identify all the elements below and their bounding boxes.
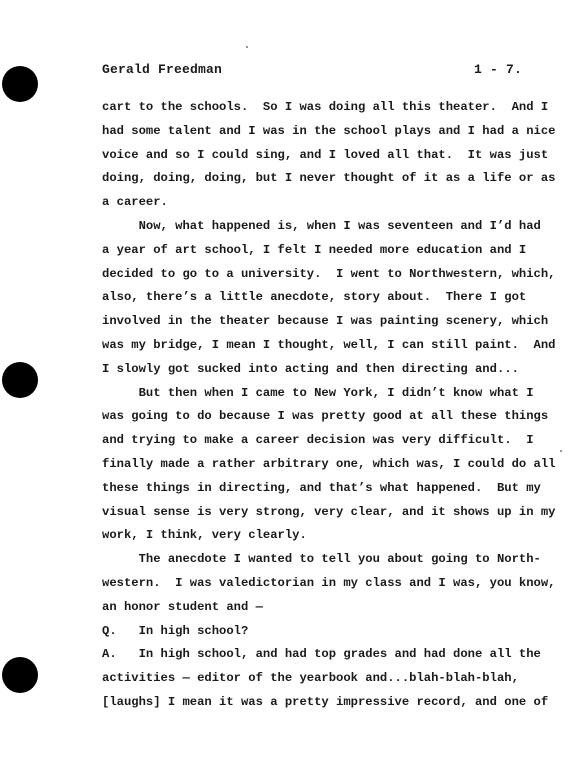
header-name: Gerald Freedman — [102, 62, 223, 77]
transcript-line: also, there’s a little anecdote, story about. There I got — [102, 290, 527, 305]
binder-hole-bottom — [2, 657, 38, 693]
transcript-line: a year of art school, I felt I needed more education and I — [102, 242, 527, 257]
transcript-line: voice and so I could sing, and I loved all that. It was just — [102, 147, 549, 162]
transcript-line: A. In high school, and had top grades and had done all the — [102, 647, 541, 662]
scan-speck — [246, 46, 248, 48]
transcript-line: work, I think, very clearly. — [102, 528, 307, 543]
transcript-line: finally made a rather arbitrary one, which was, I could do all — [102, 456, 556, 471]
header-page-number: 1 - 7. — [473, 62, 522, 77]
transcript-line: a career. — [102, 195, 168, 210]
transcript-line: The anecdote I wanted to tell you about going to North- — [102, 552, 541, 567]
transcript-line: I slowly got sucked into acting and then directing and... — [102, 361, 519, 376]
transcript-line: these things in directing, and that’s what happened. But my — [102, 480, 541, 495]
transcript-line: was my bridge, I mean I thought, well, I can still paint. And — [102, 337, 556, 352]
scan-speck — [560, 450, 562, 452]
page-header — [102, 62, 522, 82]
transcript-line: had some talent and I was in the school plays and I had a nice — [102, 123, 556, 138]
transcript-line: [laughs] I mean it was a pretty impressive record, and one of — [102, 694, 549, 709]
transcript-line: an honor student and — — [102, 599, 263, 614]
transcript-line: was going to do because I was pretty good at all these things — [102, 409, 549, 424]
transcript-line: Now, what happened is, when I was seventeen and I’d had — [102, 218, 541, 233]
transcript-body — [102, 96, 556, 715]
transcript-line: western. I was valedictorian in my class and I was, you know, — [102, 575, 556, 590]
transcript-line: But then when I came to New York, I didn’t know what I — [102, 385, 534, 400]
binder-hole-middle — [2, 362, 38, 398]
transcript-line: and trying to make a career decision was very difficult. I — [102, 433, 534, 448]
transcript-line: activities — editor of the yearbook and...blah-blah-blah, — [102, 671, 519, 686]
transcript-line: doing, doing, doing, but I never thought of it as a life or as — [102, 171, 556, 186]
binder-hole-top — [2, 66, 38, 102]
transcript-line: Q. In high school? — [102, 623, 249, 638]
transcript-line: involved in the theater because I was painting scenery, which — [102, 314, 549, 329]
transcript-line: cart to the schools. So I was doing all this theater. And I — [102, 100, 549, 114]
transcript-line: visual sense is very strong, very clear, and it shows up in my — [102, 504, 556, 519]
transcript-line: decided to go to a university. I went to Northwestern, which, — [102, 266, 556, 281]
